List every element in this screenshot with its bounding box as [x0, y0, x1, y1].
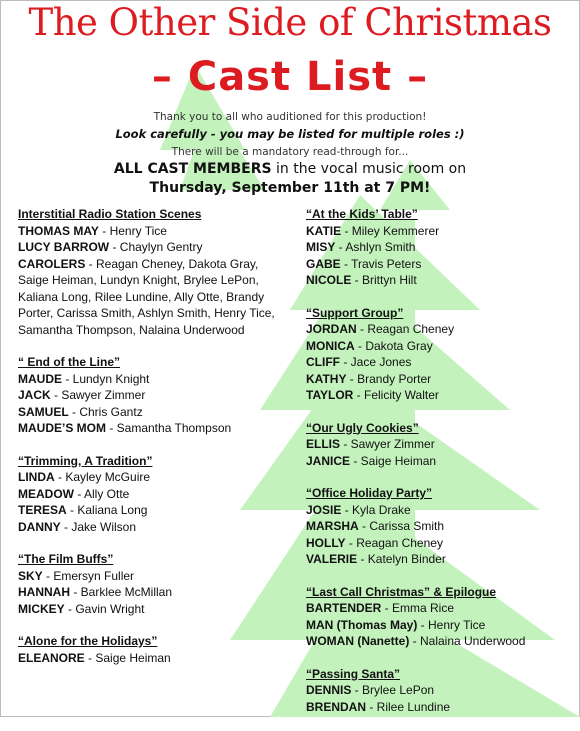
cast-entry [18, 371, 288, 388]
actor-name: - Sawyer Zimmer [340, 437, 435, 451]
actor-name: - Brittyn Hilt [351, 273, 417, 287]
section-title: “Our Ugly Cookies” [306, 420, 419, 435]
cast-entry [18, 601, 288, 618]
role-name: JANICE [306, 453, 351, 468]
actor-name: - Samantha Thompson [106, 421, 232, 435]
role-name: SAMUEL [18, 404, 69, 419]
cast-entry [306, 371, 576, 388]
left-cast-column [18, 206, 288, 682]
role-name: WOMAN (Nanette) [306, 634, 410, 648]
cast-section [18, 633, 288, 666]
cast-section [18, 551, 288, 617]
section-title: “Alone for the Holidays” [18, 634, 158, 648]
all-cast-line [0, 161, 580, 177]
cast-entry [18, 387, 288, 404]
section-title: “Trimming, A Tradition” [18, 453, 153, 468]
actor-name: - Reagan Cheney [356, 322, 455, 336]
role-name: VALERIE [306, 552, 358, 566]
cast-entry [306, 682, 576, 699]
actor-name: - Kaliana Long [66, 503, 148, 517]
role-name: CAROLERS [18, 256, 86, 271]
cast-entry [18, 239, 288, 256]
cast-entry [18, 469, 288, 486]
cast-section [306, 305, 576, 404]
section-title: “The Film Buffs” [18, 552, 114, 566]
role-name: ELEANORE [18, 650, 85, 665]
section-title: “Last Call Christmas” & Epilogue [306, 584, 497, 599]
cast-entry [306, 239, 576, 256]
actor-name: - Barklee McMillan [70, 585, 173, 599]
cast-entry [306, 256, 576, 273]
cast-entry [306, 338, 576, 355]
cast-section [18, 453, 288, 536]
role-name: HOLLY [306, 535, 346, 550]
section-title: “At the Kids’ Table” [306, 207, 418, 221]
actor-name: - Kyla Drake [341, 502, 411, 517]
role-name: LUCY BARROW [18, 240, 110, 254]
role-name: TAYLOR [306, 388, 354, 402]
cast-entry [306, 387, 576, 404]
actor-name: - Kayley McGuire [54, 470, 151, 484]
role-name: TERESA [18, 503, 67, 517]
role-name: MAUDE’S MOM [18, 421, 106, 435]
role-name: MAUDE [18, 371, 62, 386]
actor-name: - Ally Otte [74, 486, 130, 501]
cast-section [18, 206, 288, 338]
cast-section [306, 485, 576, 568]
actor-name: - Miley Kemmerer [341, 223, 440, 238]
role-name: MAN (Thomas May) [306, 617, 418, 632]
role-name: JACK [18, 388, 51, 402]
role-name: JORDAN [306, 322, 357, 336]
cast-entry [18, 650, 288, 667]
cast-entry [306, 600, 576, 617]
readthrough-intro: There will be a mandatory read-through for... [171, 146, 409, 158]
cast-entry [306, 436, 576, 453]
actor-name: - Brylee LePon [351, 683, 435, 697]
actor-name: - Travis Peters [340, 256, 422, 271]
cast-entry [18, 256, 288, 339]
role-name: JOSIE [306, 502, 342, 517]
cast-entry [18, 223, 288, 240]
role-name: DENNIS [306, 683, 352, 697]
cast-entry [306, 551, 576, 568]
actor-name: - Rilee Lundine [366, 699, 451, 714]
role-name: KATHY [306, 371, 347, 386]
actor-name: - Chaylyn Gentry [109, 240, 203, 254]
actor-name: - Katelyn Binder [357, 552, 446, 566]
cast-section [306, 206, 576, 289]
section-title: “Support Group” [306, 305, 404, 320]
cast-entry [306, 633, 576, 650]
actor-name: - Dakota Gray [354, 338, 433, 353]
actor-name: - Brandy Porter [346, 371, 432, 386]
section-title: Interstitial Radio Station Scenes [18, 207, 202, 221]
role-name: THOMAS MAY [18, 223, 99, 238]
section-title: “Office Holiday Party” [306, 486, 433, 500]
cast-entry [306, 272, 576, 289]
actor-name: - Carissa Smith [358, 519, 445, 533]
cast-section [306, 666, 576, 716]
actor-name: - Felicity Walter [353, 388, 439, 402]
cast-entry [306, 223, 576, 240]
actor-name: - Ashlyn Smith [335, 240, 416, 254]
role-name: MARSHA [306, 519, 359, 533]
actor-name: - Lundyn Knight [62, 371, 150, 386]
role-name: GABE [306, 256, 341, 271]
section-title: “ End of the Line” [18, 355, 120, 369]
actor-name: - Saige Heiman [350, 453, 437, 468]
cast-entry [18, 568, 288, 585]
role-name: HANNAH [18, 585, 70, 599]
all-cast-bold: ALL CAST MEMBERS [113, 161, 272, 177]
all-cast-rest: in the vocal music room on [271, 161, 467, 177]
role-name: MONICA [306, 338, 355, 353]
role-name: LINDA [18, 470, 55, 484]
readthrough-date: Thursday, September 11th at 7 PM! [149, 180, 431, 196]
cast-entry [306, 518, 576, 535]
role-name: BRENDAN [306, 699, 366, 714]
page-title: The Other Side of Christmas [28, 1, 552, 44]
actor-name: - Jake Wilson [60, 519, 137, 534]
actor-name: - Reagan Cheney [345, 535, 443, 550]
actor-name: - Nalaina Underwood [409, 634, 526, 648]
role-name: SKY [18, 568, 43, 583]
look-carefully-line: Look carefully - you may be listed for multiple roles :) [115, 127, 465, 141]
actor-name: - Reagan Cheney, Dakota Gray, Saige Heiman, Lundyn Knight, Brylee LePon, Kaliana Long, Rilee Lundine, Ally Otte, Brandy Porter, Carissa Smith, Ashlyn Smith, Henry Tice, Samantha Thompson, Nalaina Underwood [18, 256, 275, 337]
cast-entry [18, 584, 288, 601]
right-cast-column [306, 206, 576, 731]
role-name: MISY [306, 240, 336, 254]
actor-name: - Gavin Wright [64, 601, 145, 616]
cast-entry [306, 453, 576, 470]
cast-entry [306, 321, 576, 338]
cast-section [306, 584, 576, 650]
role-name: ELLIS [306, 437, 341, 451]
cast-section [18, 354, 288, 437]
actor-name: - Jace Jones [340, 355, 412, 369]
cast-entry [306, 617, 576, 634]
cast-entry [18, 404, 288, 421]
actor-name: - Henry Tice [98, 223, 167, 238]
role-name: BARTENDER [306, 601, 382, 615]
actor-name: - Sawyer Zimmer [50, 388, 146, 402]
role-name: KATIE [306, 223, 342, 238]
actor-name: - Emersyn Fuller [42, 568, 135, 583]
actor-name: - Saige Heiman [84, 650, 171, 665]
cast-entry [306, 535, 576, 552]
cast-list-heading: – Cast List – [151, 54, 429, 100]
cast-entry [18, 486, 288, 503]
actor-name: - Emma Rice [381, 601, 455, 615]
cast-entry [306, 699, 576, 716]
role-name: MICKEY [18, 601, 65, 616]
thanks-line: Thank you to all who auditioned for this production! [153, 111, 427, 123]
role-name: NICOLE [306, 273, 352, 287]
actor-name: - Chris Gantz [68, 404, 143, 419]
cast-entry [18, 420, 288, 437]
cast-entry [306, 502, 576, 519]
actor-name: - Henry Tice [417, 617, 486, 632]
cast-entry [306, 354, 576, 371]
role-name: MEADOW [18, 486, 74, 501]
role-name: DANNY [18, 519, 61, 534]
cast-section [306, 420, 576, 470]
cast-entry [18, 502, 288, 519]
role-name: CLIFF [306, 355, 340, 369]
section-title: “Passing Santa” [306, 666, 401, 681]
cast-entry [18, 519, 288, 536]
